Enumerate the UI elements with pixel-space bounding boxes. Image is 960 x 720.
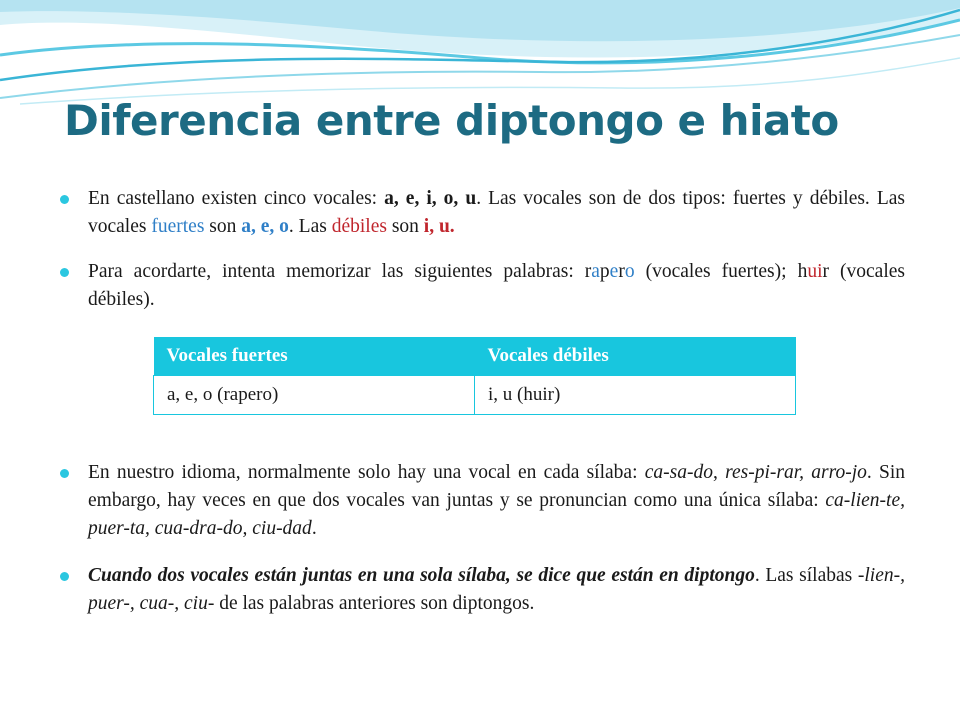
word-rapero-letter: p	[599, 261, 610, 282]
text: Para acordarte, intenta memorizar las siguientes palabras:	[88, 261, 585, 282]
word-huir-letter: h	[797, 261, 808, 282]
paragraph-vowel-types	[88, 185, 905, 241]
definition-text: Cuando dos vocales están juntas en una sola sílaba, se dice que están en diptongo	[88, 565, 755, 586]
paragraph-syllables	[88, 459, 905, 543]
word-rapero-letter: o	[624, 261, 635, 282]
paragraph-mnemonic	[88, 258, 905, 314]
slide-title: Diferencia entre diptongo e hiato	[64, 96, 839, 145]
text: son	[386, 216, 424, 237]
text: (vocales fuertes);	[634, 261, 798, 282]
text: . Las	[288, 216, 332, 237]
word-huir-letter: ui	[807, 261, 823, 282]
table-header-cell: Vocales débiles	[475, 337, 796, 376]
text: (vocales débiles).	[88, 261, 905, 310]
table-cell: a, e, o (rapero)	[154, 376, 475, 415]
word-rapero-letter: e	[609, 261, 619, 282]
text: En nuestro idioma, normalmente solo hay una vocal en cada sílaba:	[88, 462, 645, 483]
text: . Las vocales son de dos tipos: fuertes y débiles. Las vocales	[88, 188, 905, 237]
table-header-row	[154, 337, 796, 376]
example-words: ca-lien-te, puer-ta, cua-dra-do, ciu-dad	[88, 490, 905, 539]
bullet-icon	[60, 572, 69, 581]
text: de las palabras anteriores son diptongos.	[214, 593, 535, 614]
strong-word: fuertes	[151, 216, 205, 237]
text: . Sin embargo, hay veces en que dos vocales van juntas y se pronuncian como una única sílaba:	[88, 462, 905, 511]
word-rapero-letter: r	[584, 261, 592, 282]
bullet-icon	[60, 268, 69, 277]
table-row	[154, 376, 796, 415]
example-words: ca-sa-do	[644, 462, 713, 483]
vowel-list: a, e, i, o, u	[384, 188, 477, 209]
text: son	[204, 216, 242, 237]
table-cell: i, u (huir)	[475, 376, 796, 415]
word-huir-letter: r	[822, 261, 829, 282]
text: ,	[712, 462, 726, 483]
weak-vowels: i, u.	[423, 216, 455, 237]
bullet-icon	[60, 469, 69, 478]
text: .	[311, 518, 317, 539]
example-words: res-pi-rar, arro-jo	[725, 462, 867, 483]
vowels-table	[153, 337, 796, 415]
bullet-icon	[60, 195, 69, 204]
strong-vowels: a, e, o	[241, 216, 289, 237]
example-syllables: lien-, puer-, cua-, ciu-	[88, 565, 905, 614]
text: . Las sílabas -	[754, 565, 865, 586]
word-rapero-letter: r	[618, 261, 625, 282]
header-wave-decoration	[0, 0, 960, 110]
paragraph-diphthong-definition	[88, 562, 905, 618]
word-rapero-letter: a	[591, 261, 600, 282]
table-header-cell: Vocales fuertes	[154, 337, 475, 376]
text: En castellano existen cinco vocales:	[88, 188, 385, 209]
weak-word: débiles	[331, 216, 387, 237]
